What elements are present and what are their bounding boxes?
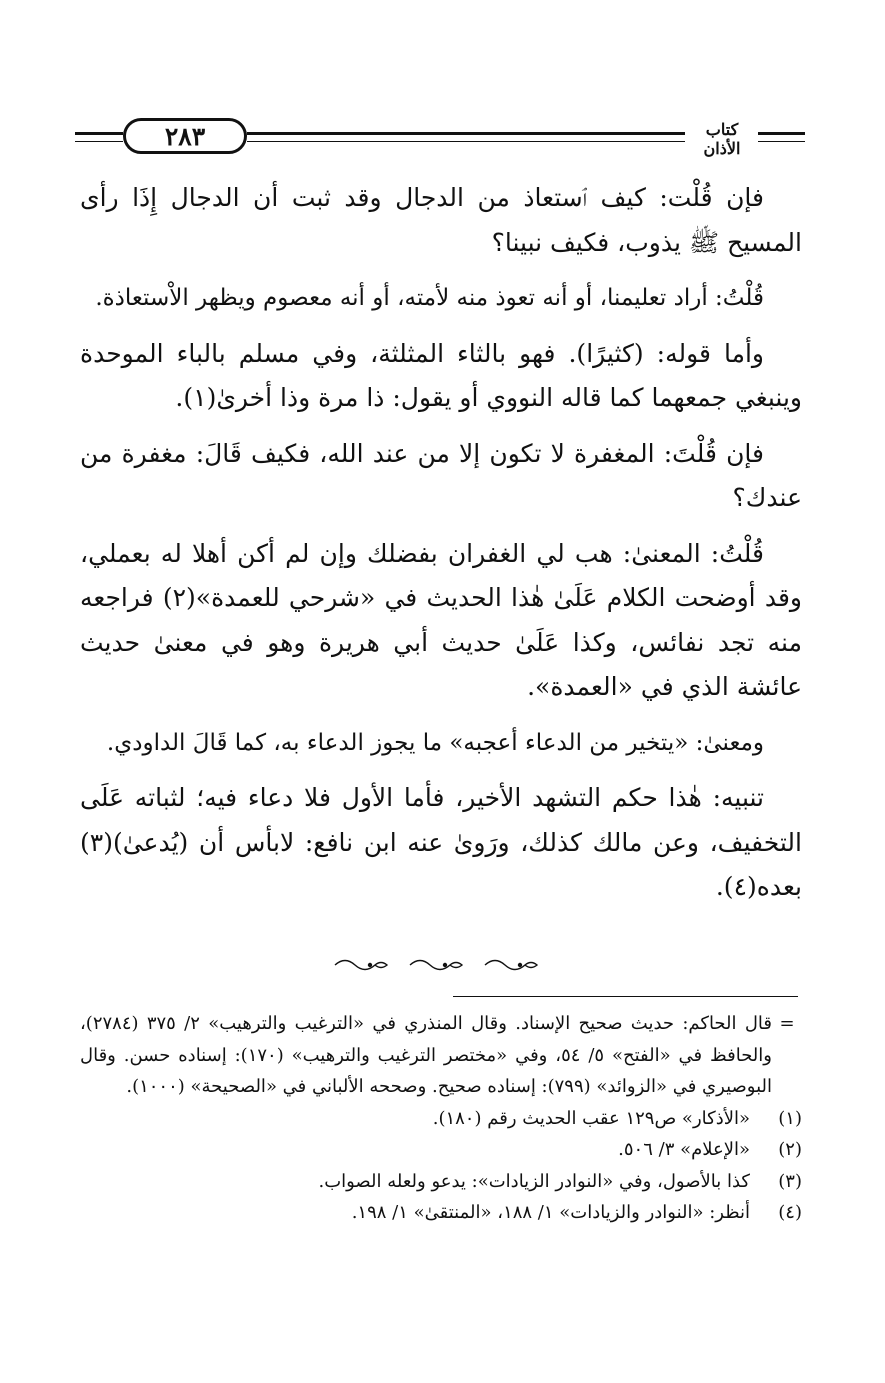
paragraph: وأما قوله: (كثيرًا). فهو بالثاء المثلثة، وفي مسلم بالباء الموحدة وينبغي جمعهما كما قاله النووي أو يقول: ذا مرة وذا أخرىٰ(١). bbox=[80, 338, 802, 412]
footnote-number: (٣) bbox=[778, 1170, 802, 1192]
ornament-divider bbox=[330, 955, 555, 975]
header-rule-left bbox=[75, 132, 123, 142]
paragraph: تنبيه: هٰذا حكم التشهد الأخير، فأما الأول فلا دعاء فيه؛ لثباته عَلَى التخفيف، وعن مالك كذلك، ورَوىٰ عنه ابن نافع: لابأس أن (يُدعىٰ)(٣) بعده(٤). bbox=[80, 783, 802, 901]
footnote-number: (٤) bbox=[778, 1202, 802, 1223]
footnote-text: «الإعلام» ٣/ ٥٠٦. bbox=[618, 1139, 750, 1160]
footnote-number: (٢) bbox=[778, 1139, 802, 1160]
header-rule-middle bbox=[247, 132, 685, 142]
footnote bbox=[80, 1166, 802, 1198]
footnote-text: «الأذكار» ص١٢٩ عقب الحديث رقم (١٨٠). bbox=[432, 1107, 750, 1129]
footnote-continuation bbox=[80, 1008, 802, 1103]
page-header bbox=[75, 118, 805, 166]
footnote-text: كذا بالأصول، وفي «النوادر الزيادات»: يدعو ولعله الصواب. bbox=[318, 1170, 750, 1192]
page-number: ٢٨٣ bbox=[123, 118, 247, 154]
header-rule-right bbox=[758, 132, 805, 142]
paragraph: فإن قُلْت: كيف ٱستعاذ من الدجال وقد ثبت أن الدجال إِذَا رأى المسيح ﷺ يذوب، فكيف نبينا؟ bbox=[80, 183, 802, 257]
paragraph: قُلْتُ: المعنىٰ: هب لي الغفران بفضلك وإن لم أكن أهلا له بعملي، وقد أوضحت الكلام عَلَىٰ هٰذا الحديث في «شرحي للعمدة»(٢) فراجعه منه تجد نفائس، وكذا عَلَىٰ حديث أبي هريرة وهو في معنىٰ حديث عائشة الذي في «العمدة». bbox=[80, 538, 802, 701]
paragraph: ومعنىٰ: «يتخير من الدعاء أعجبه» ما يجوز الدعاء به، كما قَالَ الداودي. bbox=[106, 729, 764, 756]
footnote-number: (١) bbox=[778, 1107, 802, 1129]
footnote-continuation-text: قال الحاكم: حديث صحيح الإسناد. وقال المنذري في «الترغيب والترهيب» ٢/ ٣٧٥ (٢٧٨٤)، والحافظ في «الفتح» ٥/ ٥٤، وفي «مختصر الترغيب والترهيب» (١٧٠): إسناده حسن. وقال البوصيري في «الزوائد» (٧٩٩): إسناده صحيح. وصححه الألباني في «الصحيحة» (١٠٠٠). bbox=[80, 1013, 773, 1097]
body-text bbox=[80, 176, 802, 921]
footnote bbox=[80, 1134, 802, 1166]
footnotes bbox=[80, 1008, 802, 1229]
footnote-separator bbox=[453, 996, 798, 997]
footnote bbox=[80, 1197, 802, 1229]
paragraph: قُلْتُ: أراد تعليمنا، أو أنه تعوذ منه لأمته، أو أنه معصوم ويظهر الاْستعاذة. bbox=[95, 285, 764, 311]
paragraph: فإن قُلْتَ: المغفرة لا تكون إلا من عند الله، فكيف قَالَ: مغفرة من عندك؟ bbox=[80, 438, 802, 512]
footnote bbox=[80, 1103, 802, 1135]
footnote-text: أنظر: «النوادر والزيادات» ١/ ١٨٨، «المنتقىٰ» ١/ ١٩٨. bbox=[351, 1202, 750, 1223]
book-title: كتاب الأذان bbox=[703, 120, 741, 158]
continuation-mark: = bbox=[779, 1013, 795, 1034]
